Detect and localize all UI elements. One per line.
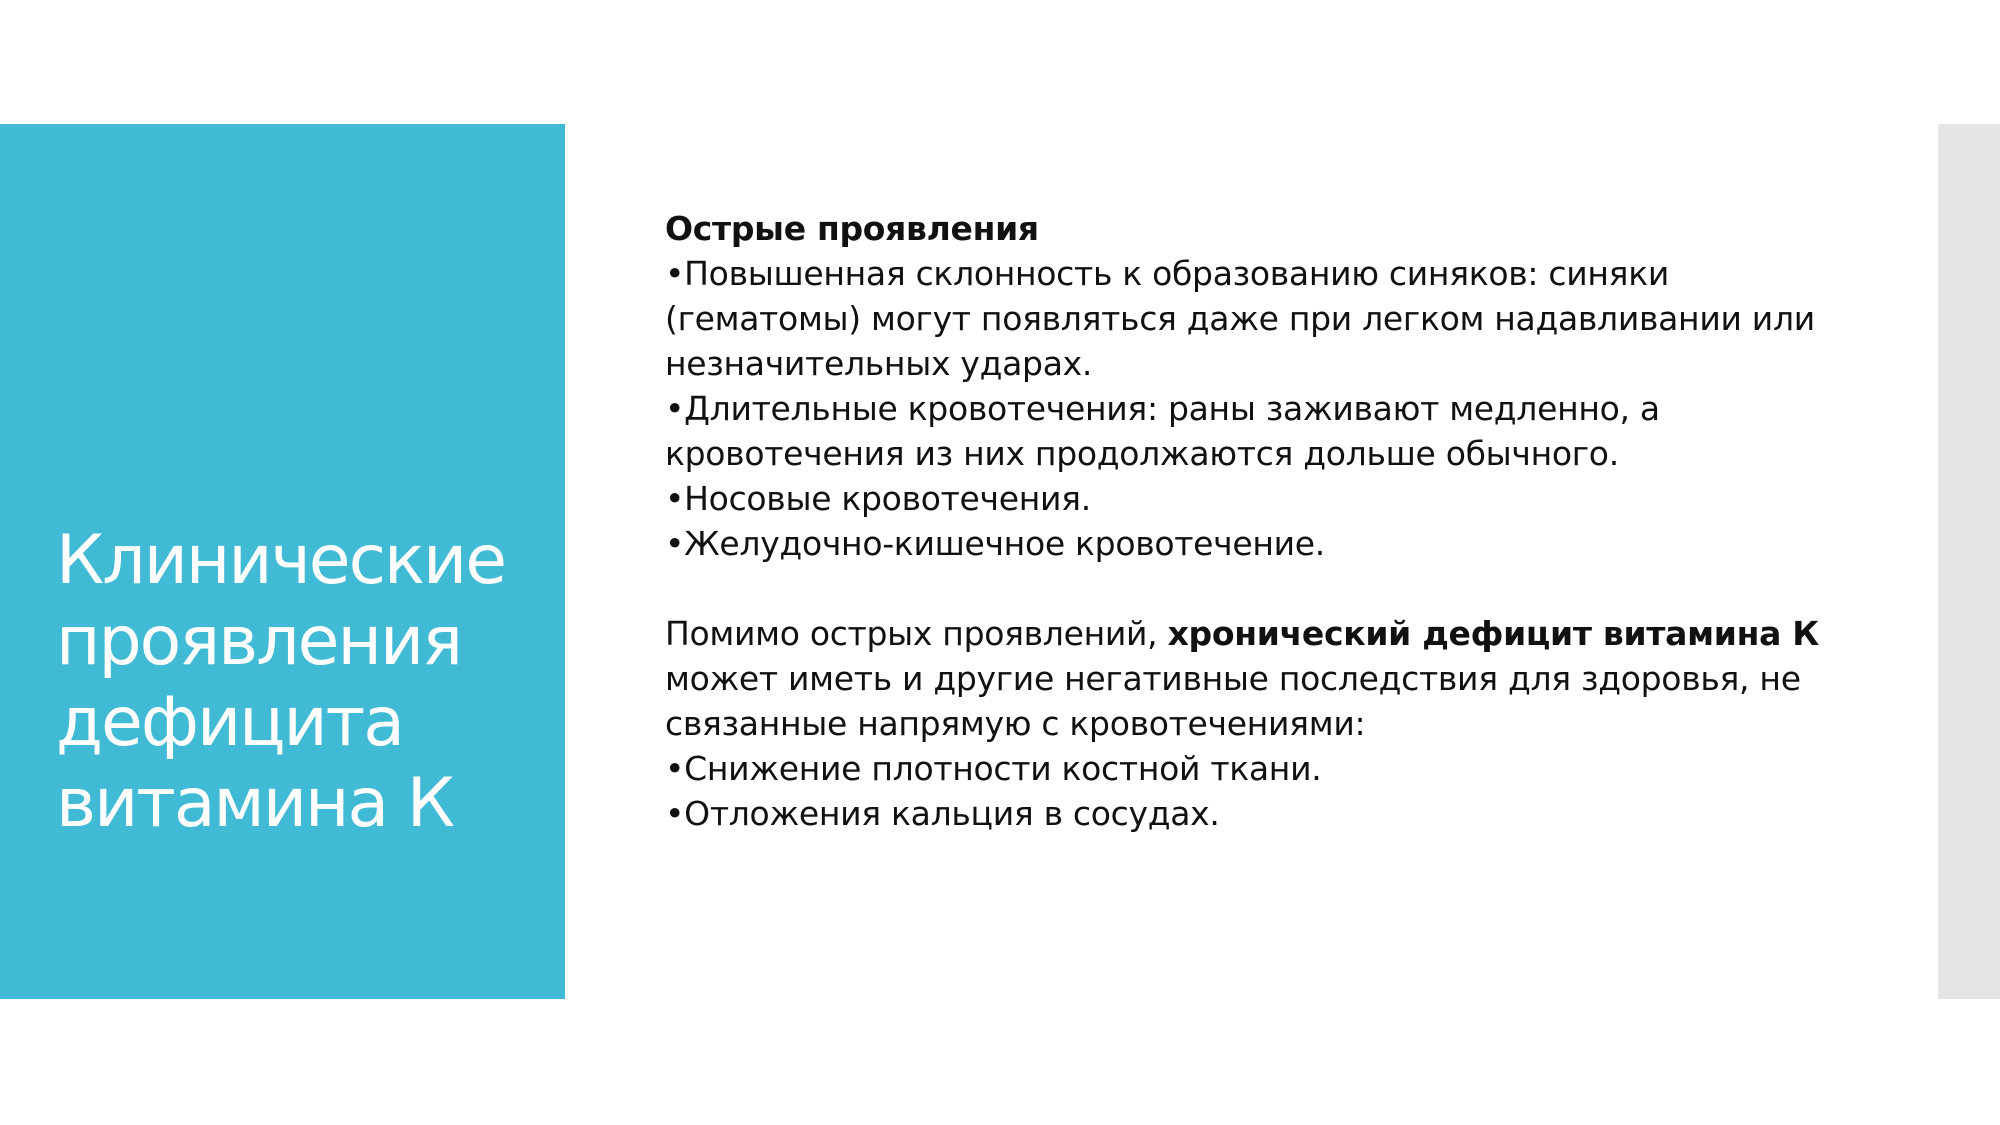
acute-line-4: •Длительные кровотечения: раны заживают медленно, а [665,389,1660,428]
chronic-line-2: связанные напрямую с кровотечениями: [665,704,1366,743]
chronic-intro [665,611,1905,656]
acute-line-7: •Желудочно-кишечное кровотечение. [665,524,1325,563]
title-panel [0,124,565,999]
acute-line-1: •Повышенная склонность к образованию синяков: синяки [665,254,1670,293]
acute-line-6: •Носовые кровотечения. [665,479,1091,518]
slide-content [665,206,1905,836]
chronic-intro-emphasis: хронический дефицит витамина К [1167,614,1819,653]
acute-line-3: незначительных ударах. [665,344,1093,383]
slide-title-line-1: Клинические [56,521,506,600]
right-decorative-strip [1938,124,2000,999]
chronic-intro-prefix: Помимо острых проявлений, [665,614,1168,653]
acute-heading: Острые проявления [665,209,1039,248]
slide-title-line-3: дефицита [56,683,403,762]
acute-line-2: (гематомы) могут появляться даже при легком надавливании или [665,299,1815,338]
chronic-line-1: может иметь и другие негативные последствия для здоровья, не [665,659,1801,698]
chronic-line-3: •Снижение плотности костной ткани. [665,749,1322,788]
acute-line-5: кровотечения из них продолжаются дольше обычного. [665,434,1619,473]
chronic-line-4: •Отложения кальция в сосудах. [665,794,1220,833]
slide-title-line-2: проявления [56,602,462,681]
slide-title [56,520,546,844]
paragraph-spacer [665,566,1905,611]
slide-title-line-4: витамина К [56,764,454,843]
